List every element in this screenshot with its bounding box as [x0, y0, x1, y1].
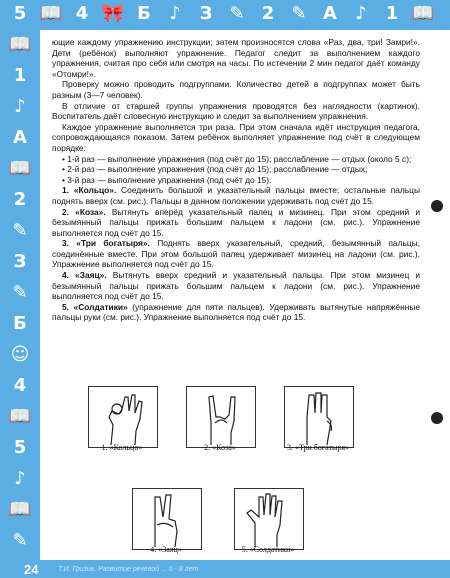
- border-glyph: 📖: [8, 406, 32, 427]
- goat-hand-icon: [187, 387, 255, 447]
- exercise-text: Соединить большой и указательный пальцы вместе; остальные пальцы поднять вверх (см. рис.). Пальцы в данном положении удерживать под счёт до 15.: [52, 185, 420, 206]
- hare-hand-figure: [132, 488, 202, 550]
- border-glyph: 4: [75, 3, 89, 24]
- border-glyph: ♪: [14, 96, 26, 117]
- border-glyph: ✎: [12, 282, 28, 303]
- soldiers-hand-figure: [234, 488, 304, 550]
- border-glyph: 📖: [411, 3, 435, 24]
- border-glyph: ✎: [12, 220, 28, 241]
- border-glyph: 📖: [39, 3, 63, 24]
- border-glyph: 4: [13, 375, 27, 396]
- exercise-title: 2. «Коза».: [62, 206, 106, 217]
- exercise-paragraph: [52, 302, 420, 323]
- border-glyph: 2: [261, 3, 275, 24]
- border-glyph: ♪: [14, 468, 26, 489]
- ring-hand-icon: [89, 387, 157, 447]
- page-number: 24: [24, 562, 39, 577]
- binder-hole: [431, 200, 443, 212]
- border-glyph: 5: [13, 3, 27, 24]
- exercise-paragraph: [52, 270, 420, 302]
- hare-hand-icon: [133, 489, 201, 549]
- border-glyph: Б: [13, 313, 27, 334]
- exercise-title: 5. «Солдатики»: [62, 301, 128, 312]
- three-heroes-hand-icon: [285, 387, 353, 447]
- exercise-paragraph: [52, 185, 420, 206]
- list-item: • 1-й раз — выполнение упражнения (под счёт до 15); расслабление — отдых (около 5 с);: [62, 153, 412, 164]
- figure-caption: 4. «Заяц»: [150, 545, 182, 554]
- border-glyph: ✎: [291, 3, 307, 24]
- border-glyph: 5: [13, 437, 27, 458]
- border-glyph: 📖: [8, 499, 32, 520]
- exercise-paragraph: [52, 238, 420, 270]
- border-glyph: ✎: [12, 530, 28, 551]
- three-heroes-hand-figure: [284, 386, 354, 448]
- paragraph: Проверку можно проводить подгруппами. Количество детей в подгруппах может быть разным (3—7 человек).: [52, 79, 420, 100]
- border-glyph: ♪: [355, 3, 367, 24]
- border-glyph: А: [13, 127, 27, 148]
- figure-caption: 5. «Солдатики»: [241, 545, 295, 554]
- border-glyph: ✎: [229, 3, 245, 24]
- footer-text: Т.И. Гризик. Развитие речевой ... 6 - 8 лет: [58, 566, 199, 573]
- border-glyph: 1: [385, 3, 399, 24]
- soldiers-hand-icon: [235, 489, 303, 549]
- body-text: [52, 37, 420, 323]
- exercise-title: 3. «Три богатыря».: [62, 238, 150, 249]
- exercise-title: 1. «Кольцо».: [62, 185, 117, 196]
- border-glyph: А: [323, 3, 337, 24]
- binder-hole: [431, 412, 443, 424]
- exercise-title: 4. «Заяц».: [62, 270, 107, 281]
- figure-caption: 2. «Коза»: [204, 443, 236, 452]
- border-glyph: 📖: [8, 158, 32, 179]
- exercise-text: Вытянуть вперёд указательный палец и мизинец. При этом средний и безымянный пальцы прижать большим пальцем к ладони (см. рис.). Упражнение выполняется под счёт до 15.: [52, 206, 421, 238]
- border-glyph: Б: [137, 3, 151, 24]
- exercise-text: Вытянуть вверх средний и указательный пальцы. При этом мизинец и безымянный пальцы прижать большим пальцем к ладони (см. рис.). Упражнение выполняется под счёт до 15.: [52, 270, 420, 302]
- border-glyph: 📖: [8, 34, 32, 55]
- border-glyph: З: [199, 3, 213, 24]
- paragraph: В отличие от старшей группы упражнения проводятся без наглядности (картинок). Воспитатель даёт словесную инструкцию и следит за выполнением упражнения.: [52, 100, 420, 122]
- goat-hand-figure: [186, 386, 256, 448]
- border-glyph: 🎀: [101, 3, 125, 24]
- exercise-text: Поднять вверх указательный, средний, безымянный пальцы, соединённые вместе. При этом большой палец удерживает мизинец на ладони (см. рис.). Упражнение выполняется под счёт до 15.: [52, 238, 420, 270]
- list-item: • 2-й раз — выполнение упражнения (под счёт до 15); расслабление — отдых;: [62, 164, 368, 175]
- figure-caption: 1. «Кольцо»: [101, 443, 143, 452]
- paragraph: ющие каждому упражнению инструкции; затем произносятся слова «Раз, два, три! Замри!». Дети (ребёнок) выполняют упражнение. Педагог следит за выполнением каждого упражнения, считая про себя или смотря на часы. По истечении 2 мин педагог даёт команду «Отомри!».: [52, 37, 420, 79]
- border-glyph: 2: [13, 189, 27, 210]
- figure-caption: 3. «Три богатыря»: [286, 443, 350, 452]
- paragraph: Каждое упражнение выполняется три раза. При этом сначала идёт инструкция педагога, сопровождающаяся показом. Затем ребёнок выполняет упражнение под счёт в следующем порядке:: [52, 121, 420, 153]
- border-glyph: ☺: [10, 344, 30, 365]
- border-glyph: З: [13, 251, 27, 272]
- list-item: • 3-й раз — выполнение упражнения (под счёт до 15).: [62, 174, 272, 185]
- ring-hand-figure: [88, 386, 158, 448]
- border-glyph: 1: [13, 65, 27, 86]
- border-glyph: ♪: [169, 3, 181, 24]
- exercise-text: (упражнение для пяти пальцев). Удерживать вытянутые напряжённые пальцы руки (см. рис.). Упражнение выполняется под счёт до 15.: [52, 301, 420, 323]
- exercise-paragraph: [52, 207, 420, 239]
